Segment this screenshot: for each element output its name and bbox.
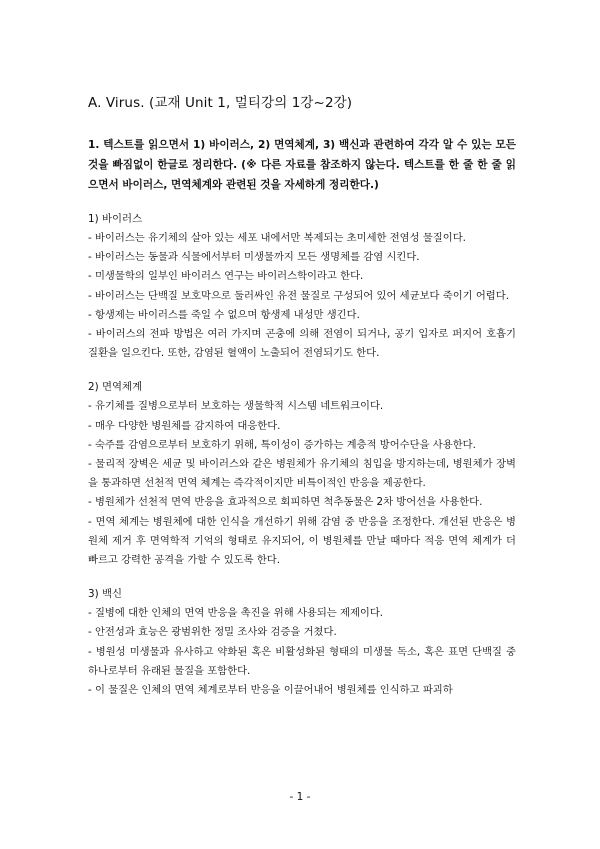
page-number: - 1 -: [289, 791, 311, 803]
section-immune-system: [88, 377, 516, 570]
list-item: - 병원성 미생물과 유사하고 약화된 혹은 비활성화된 형태의 미생물 독소, 혹은 표면 단백질 중 하나로부터 유래된 물질을 포함한다.: [88, 645, 516, 677]
document-body: [88, 93, 516, 714]
list-item: - 바이러스는 단백질 보호막으로 둘러싸인 유전 물질로 구성되어 있어 세균보다 죽이기 어렵다.: [88, 289, 509, 302]
instruction-paragraph: 1. 텍스트를 읽으면서 1) 바이러스, 2) 면역체계, 3) 백신과 관련하여 각각 알 수 있는 모든 것을 빠짐없이 한글로 정리한다. (※ 다른 자료를 참조하지 않는다. 텍스트를 한 줄 한 줄 읽으면서 바이러스, 면역체계와 관련된 것을 자세하게 정리한다.): [88, 139, 516, 191]
section-heading: 2) 면역체계: [88, 381, 143, 394]
list-item: - 바이러스는 동물과 식물에서부터 미생물까지 모든 생명체를 감염 시킨다.: [88, 251, 420, 264]
section-virus: [88, 209, 516, 363]
document-title: A. Virus. (교재 Unit 1, 멀티강의 1강~2강): [88, 95, 353, 111]
section-items: [88, 604, 516, 700]
list-item: - 물리적 장벽은 세균 및 바이러스와 같은 병원체가 유기체의 침입을 방지하는데, 병원체가 장벽을 통과하면 선천적 면역 체계는 즉각적이지만 비특이적인 반응을 제공한다.: [88, 458, 516, 490]
list-item: - 항생제는 바이러스를 죽일 수 없으며 항생제 내성만 생긴다.: [88, 308, 360, 321]
section-items: [88, 229, 516, 363]
section-items: [88, 397, 516, 570]
list-item: - 병원체가 선천적 면역 반응을 효과적으로 회피하면 척추동물은 2차 방어선을 사용한다.: [88, 496, 483, 509]
section-heading: 1) 바이러스: [88, 213, 143, 225]
list-item: - 유기체를 질병으로부터 보호하는 생물학적 시스템 네트워크이다.: [88, 400, 384, 413]
list-item: - 바이러스의 전파 방법은 여러 가지며 곤충에 의해 전염이 되거나, 공기 입자로 퍼지어 호흡기 질환을 일으킨다. 또한, 감염된 혈액이 노출되어 전염되기도 한다.: [88, 328, 516, 360]
list-item: - 매우 다양한 병원체를 감지하여 대응한다.: [88, 419, 281, 432]
section-heading: 3) 백신: [88, 588, 123, 601]
list-item: - 안전성과 효능은 광범위한 정밀 조사와 검증을 거쳤다.: [88, 626, 337, 639]
section-vaccine: [88, 584, 516, 700]
list-item: - 바이러스는 유기체의 살아 있는 세포 내에서만 복제되는 초미세한 전염성 물질이다.: [88, 232, 466, 244]
list-item: - 질병에 대한 인체의 면역 반응을 촉진을 위해 사용되는 제제이다.: [88, 607, 384, 620]
list-item: - 이 물질은 인체의 면역 체계로부터 반응을 이끌어내어 병원체를 인식하고 파괴하: [88, 684, 453, 697]
list-item: - 면역 체계는 병원체에 대한 인식을 개선하기 위해 감염 중 반응을 조정한다. 개선된 반응은 병원체 제거 후 면역학적 기억의 형태로 유지되어, 이 병원체를 만날 때마다 적응 면역 체계가 더 빠르고 강력한 공격을 가할 수 있도록 한다.: [88, 515, 516, 567]
list-item: - 미생물학의 일부인 바이러스 연구는 바이러스학이라고 한다.: [88, 270, 364, 283]
list-item: - 숙주를 감염으로부터 보호하기 위해, 특이성이 증가하는 계층적 방어수단을 사용한다.: [88, 438, 476, 451]
